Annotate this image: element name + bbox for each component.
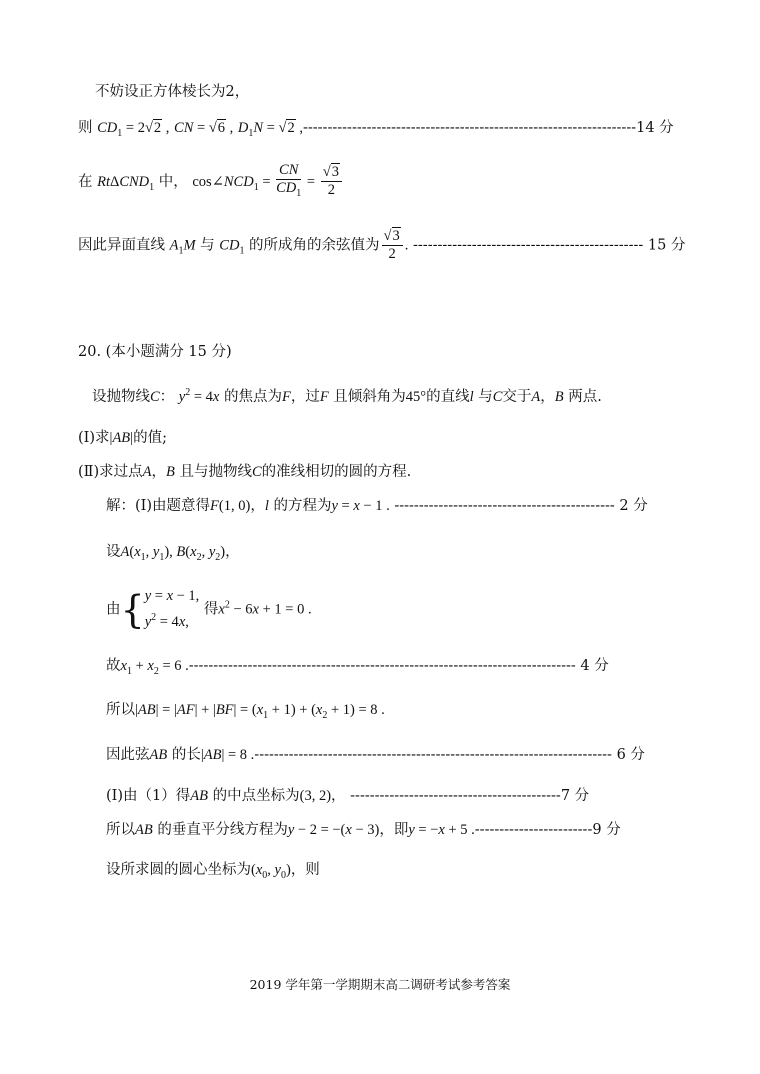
question-part-2: (Ⅱ)求过点A，B 且与抛物线C的准线相切的圆的方程. [78, 464, 412, 480]
solution-step-5: 所以$|AB| = |AF| + |BF| = (x_1 + 1) + (x_2 + 1) = 8$ . [106, 702, 385, 721]
line-lengths: 则 $CD_1 = 2√2$ , CN = √6 , $D_1N = √2$ ,--------------------------------------------------------------------14 分 [78, 120, 674, 139]
line-cosine: 在 RtΔCND$_1$ 中， $\cos\angle NCD_1$ = $\frac{CN}{CD_1}$ = $\frac{√3}{2}$ [78, 162, 344, 202]
solution-step-2: 设$A(x_1$, $y_1$), $B(x_2$, $y_2$)， [106, 544, 240, 563]
line-result-angle: 因此异面直线 $A_1M$ 与 $CD_1$ 的所成角的余弦值为 $\frac{√3}{2}$ . ----------------------------------------------- 15 分 [78, 228, 686, 262]
page-footer: 2019 学年第一学期期末高二调研考试参考答案 [249, 977, 511, 992]
question-part-1: (Ⅰ)求|AB|的值; [78, 430, 167, 446]
solution-step-9: 设所求圆的圆心坐标为($x_0$, $y_0$)，则 [106, 862, 320, 881]
line-edge-length: 不妨设正方体棱长为2， [95, 84, 250, 100]
solution-step-1: 解：(Ⅰ)由题意得F(1, 0)，l 的方程为y = x − 1 . --------------------------------------------- 2 分 [106, 498, 648, 514]
solution-step-8: 所以AB 的垂直平分线方程为y − 2 = −(x − 3)，即y = −x + 5 .------------------------9 分 [106, 822, 621, 838]
solution-step-6: 因此弦AB 的长|AB| = 8 .------------------------------------------------------------------------- 6 分 [106, 747, 645, 763]
question-20-intro: 设抛物线C： $y^2 = 4x$ 的焦点为F，过F 且倾斜角为45°的直线l 与C交于A，B 两点. [92, 387, 602, 405]
solution-step-3: 由{ y = x − 1, $y^2 = 4x$, 得$x^2 - 6x + 1 = 0$ . [106, 587, 312, 632]
question-20-title: 20. (本小题满分 15 分) [78, 344, 232, 360]
solution-step-7: (Ⅰ)由（1）得AB 的中点坐标为(3, 2)， -------------------------------------------7 分 [106, 788, 590, 804]
solution-step-4: 故$x_1 + x_2 = 6$ .------------------------------------------------------------------------------- 4 分 [106, 658, 609, 677]
